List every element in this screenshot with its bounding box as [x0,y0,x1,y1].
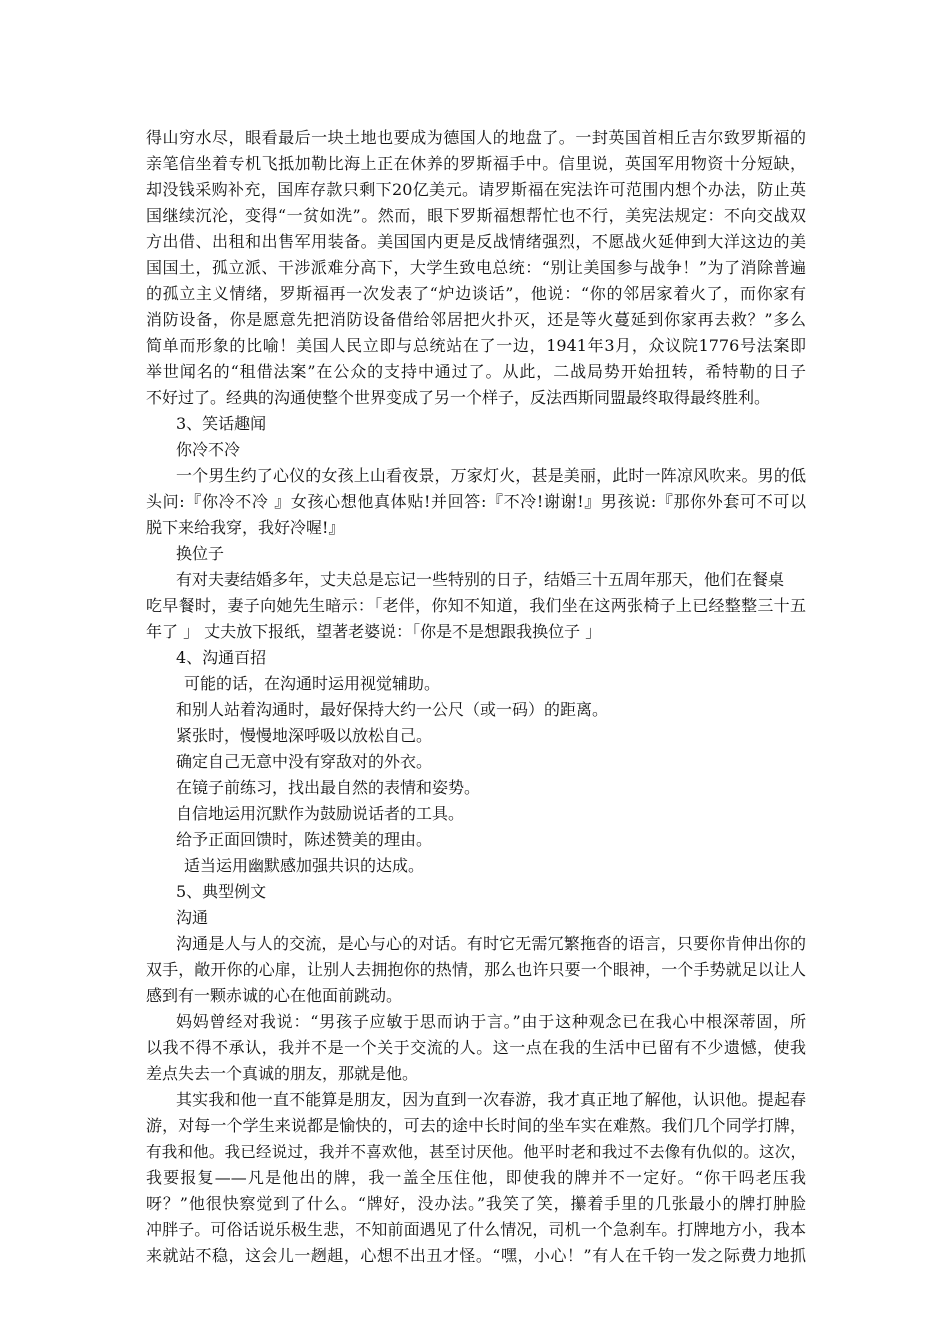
text-line: 来就站不稳，这会儿一趔趄，心想不出丑才怪。“嘿，小心！”有人在千钧一发之际费力地抓 [146,1246,806,1265]
section-heading: 4、沟通百招 [176,648,267,667]
text-line: 方出借、出租和出售军用装备。美国国内更是反战情绪强烈，不愿战火延伸到大洋这边的美 [146,232,806,251]
text-line: 的孤立主义情绪，罗斯福再一次发表了“炉边谈话”，他说：“你的邻居家着火了，而你家有 [146,284,806,303]
text-line: 举世闻名的“租借法案”在公众的支持中通过了。从此，二战局势开始扭转，希特勒的日子 [146,362,806,381]
text-line: 有对夫妻结婚多年，丈夫总是忘记一些特别的日子，结婚三十五周年那天，他们在餐桌 [176,570,785,589]
text-line: 游，对每一个学生来说都是愉快的，可去的途中长时间的坐车实在难熬。我们几个同学打牌， [146,1116,806,1135]
text-line: 以我不得不承认，我并不是一个关于交流的人。这一点在我的生活中已留有不少遗憾，使我 [146,1038,806,1057]
text-line: 简单而形象的比喻！美国人民立即与总统站在了一边，1941年3月，众议院1776号法案即 [146,336,806,355]
text-line: 有我和他。我已经说过，我并不喜欢他，甚至讨厌他。他平时老和我过不去像有仇似的。这次， [146,1143,806,1161]
text-line: 感到有一颗赤诚的心在他面前跳动。 [146,986,403,1005]
text-line: 头问:『你冷不冷 』女孩心想他真体贴!并回答:『不冷!谢谢!』男孩说:『那你外套可不可以 [146,492,806,511]
list-item: 适当运用幽默感加强共识的达成。 [184,856,425,875]
list-item: 确定自己无意中没有穿敌对的外衣。 [176,752,433,771]
text-line: 却没钱采购补充，国库存款只剩下20亿美元。请罗斯福在宪法许可范围内想个办法，防止英 [146,180,806,199]
list-item: 紧张时，慢慢地深呼吸以放松自己。 [176,726,433,745]
list-item: 自信地运用沉默作为鼓励说话者的工具。 [176,804,465,823]
text-line: 不好过了。经典的沟通使整个世界变成了另一个样子，反法西斯同盟最终取得最终胜利。 [146,388,771,407]
text-line: 差点失去一个真诚的朋友，那就是他。 [146,1064,419,1083]
text-line: 冲胖子。可俗话说乐极生悲，不知前面遇见了什么情况，司机一个急刹车。打牌地方小，我本 [146,1220,806,1239]
text-line: 双手，敞开你的心扉，让别人去拥抱你的热情，那么也许只要一个眼神，一个手势就足以让人 [146,960,806,979]
text-line: 消防设备，你是愿意先把消防设备借给邻居把火扑灭，还是等火蔓延到你家再去救？”多么 [146,310,806,329]
list-item: 可能的话，在沟通时运用视觉辅助。 [184,674,441,693]
text-line: 呀？”他很快察觉到了什么。“牌好，没办法。”我笑了笑，攥着手里的几张最小的牌打肿脸 [146,1194,806,1213]
text-line: 得山穷水尽，眼看最后一块土地也要成为德国人的地盘了。一封英国首相丘吉尔致罗斯福的 [146,128,806,147]
section-heading: 3、笑话趣闻 [176,414,267,433]
subheading: 你冷不冷 [176,440,241,459]
text-line: 妈妈曾经对我说：“男孩子应敏于思而讷于言。”由于这种观念已在我心中根深蒂固，所 [176,1012,806,1031]
text-line: 吃早餐时，妻子向她先生暗示：「老伴，你知不知道，我们坐在这两张椅子上已经整整三十五 [146,596,806,615]
subheading: 换位子 [176,544,225,563]
list-item: 和别人站着沟通时，最好保持大约一公尺（或一码）的距离。 [176,700,609,719]
essay-title: 沟通 [176,908,209,927]
text-line: 国继续沉沦，变得“一贫如洗”。然而，眼下罗斯福想帮忙也不行，美宪法规定：不向交战双 [146,206,806,225]
section-heading: 5、典型例文 [176,882,267,901]
text-line: 其实我和他一直不能算是朋友，因为直到一次春游，我才真正地了解他，认识他。提起春 [176,1090,806,1109]
text-line: 一个男生约了心仪的女孩上山看夜景，万家灯火，甚是美丽，此时一阵凉风吹来。男的低 [176,466,806,485]
text-line: 年了 」 丈夫放下报纸，望著老婆说：「你是不是想跟我换位子 」 [146,622,602,641]
text-line: 脱下来给我穿，我好冷喔!』 [146,518,345,537]
list-item: 给予正面回馈时，陈述赞美的理由。 [176,830,433,849]
list-item: 在镜子前练习，找出最自然的表情和姿势。 [176,778,481,797]
text-line: 国国土，孤立派、干涉派难分高下，大学生致电总统：“别让美国参与战争！”为了消除普遍 [146,258,806,277]
text-line: 亲笔信坐着专机飞抵加勒比海上正在休养的罗斯福手中。信里说，英国军用物资十分短缺， [146,154,806,173]
text-line: 沟通是人与人的交流，是心与心的对话。有时它无需冗繁拖沓的语言，只要你肯伸出你的 [176,934,806,953]
text-line: 我要报复——凡是他出的牌，我一盖全压住他，即使我的牌并不一定好。“你干吗老压我 [146,1168,806,1187]
